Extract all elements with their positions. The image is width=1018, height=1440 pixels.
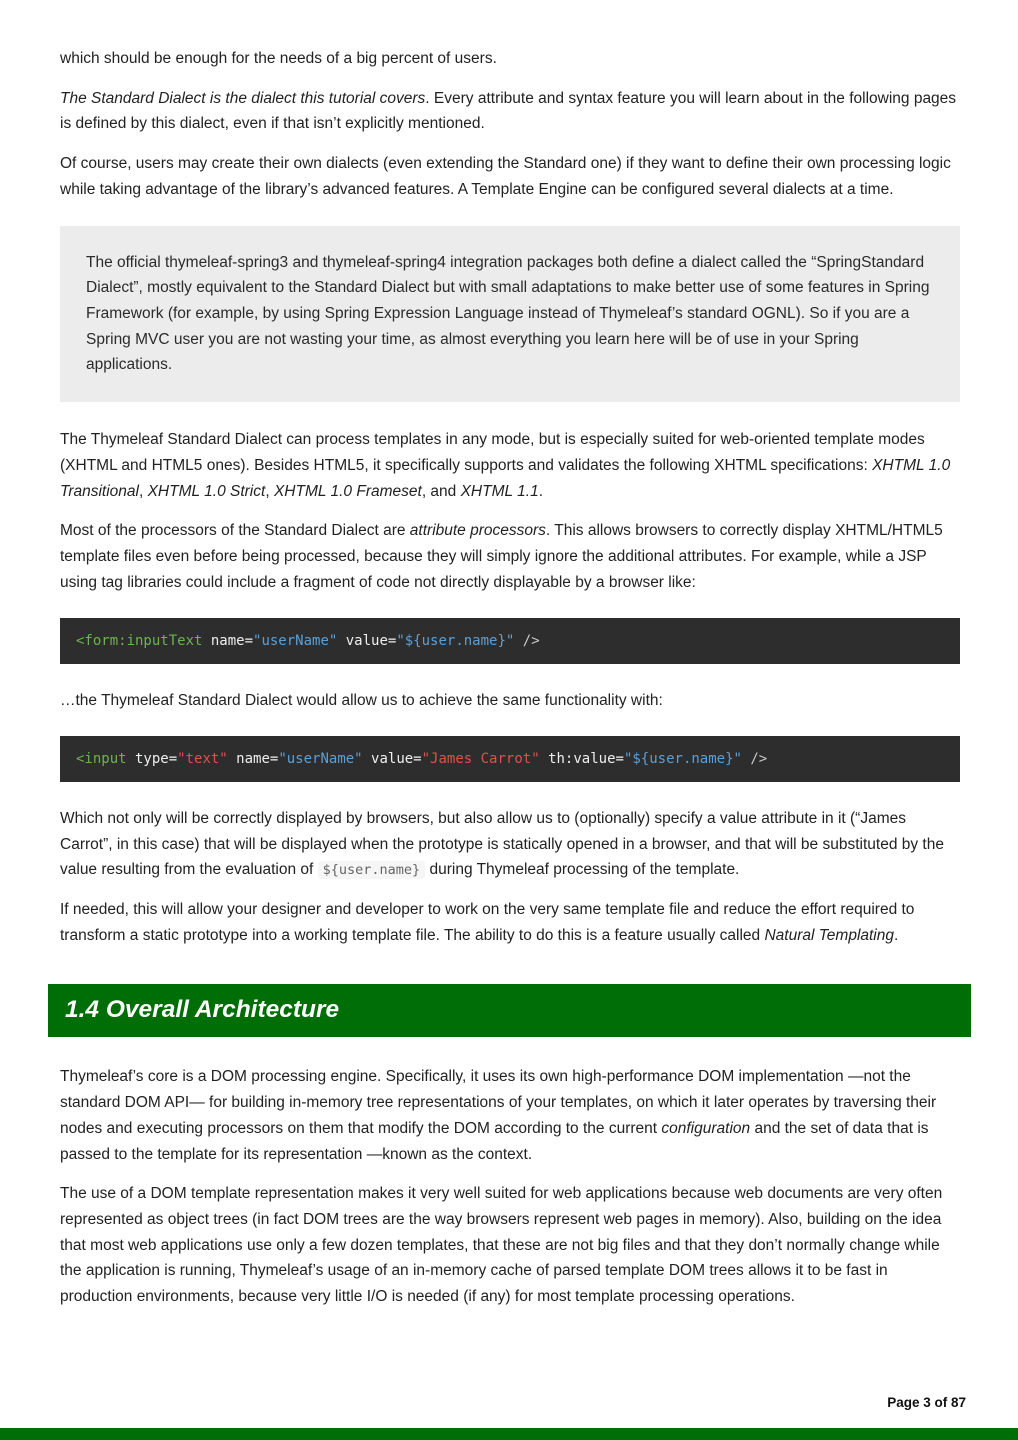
code-string-token: "userName" [278, 750, 363, 767]
inline-code-user-name: ${user.name} [318, 861, 426, 879]
code-token: th:value= [539, 750, 624, 767]
code-tag-token: <form:inputText [76, 632, 203, 649]
code-token: type= [126, 750, 178, 767]
text-segment: The use of a DOM template representation makes it very well suited for web applications because web documents are very often represented as object trees (in fact DOM trees are the way browsers represent web pages in memory). Also, building on the idea that most web applications use only a few dozen templates, that these are not big files and that they don’t normally change while the application is running, Thymeleaf’s usage of an in-memory cache of parsed template DOM trees allows it to be fast in production environments, because very little I/O is needed (if any) for most template processing operations. [60, 1185, 943, 1306]
emphasis-text: XHTML 1.0 Strict [147, 482, 266, 500]
text-segment: . [894, 926, 899, 944]
text-segment: . This allows browsers to correctly display XHTML/HTML5 template files even before being processed, because they will simply ignore the additional attributes. For example, while a JSP using tag libraries could include a fragment of code not directly displayable by a browser like: [60, 522, 943, 591]
text-segment: , [265, 482, 274, 500]
emphasis-text: attribute processors [409, 522, 546, 540]
code-block-jsp-example [60, 618, 960, 664]
emphasis-text: XHTML 1.0 Transitional [60, 456, 951, 500]
paragraph-dom-engine [60, 1064, 960, 1167]
text-segment: . [538, 482, 544, 500]
text-segment: …the Thymeleaf Standard Dialect would allow us to achieve the same functionality with: [60, 691, 663, 709]
callout-text: The official thymeleaf-spring3 and thymeleaf-spring4 integration packages both define a dialect called the “SpringStandard Dialect”, mostly equivalent to the Standard Dialect but with small adaptations to make better use of some features in Spring Framework (for example, by using Spring Expression Language instead of Thymeleaf’s standard OGNL). So if you are a Spring MVC user you are not wasting your time, as almost everything you learn here will be of use in your Spring applications. [86, 253, 930, 374]
code-token: value= [362, 750, 422, 767]
code-string-token: "${user.name}" [623, 750, 742, 767]
emphasis-text: Natural Templating [764, 926, 894, 944]
code-token: name= [202, 632, 254, 649]
text-segment: which should be enough for the needs of a big percent of users. [60, 50, 497, 67]
code-string-token: "text" [177, 750, 228, 767]
text-segment: Of course, users may create their own dialects (even extending the Standard one) if they want to define their own processing logic while taking advantage of the library’s advanced features. A Template Engine can be configured several dialects at a time. [60, 155, 951, 198]
paragraph-standard-dialect [60, 86, 960, 137]
section-heading-overall-architecture: 1.4 Overall Architecture [48, 984, 971, 1037]
paragraph-dom-representation [60, 1181, 960, 1310]
text-segment: Thymeleaf’s core is a DOM processing engine. Specifically, it uses its own high-performance DOM implementation —not the standard DOM API— for building in-memory tree representations of your templates, on which it later operates by traversing their nodes and executing processors on them that modify the DOM according to the current [60, 1068, 937, 1137]
footer-accent-bar [0, 1428, 1018, 1440]
emphasis-text: The Standard Dialect is the dialect this tutorial covers [60, 89, 426, 107]
text-segment: Which not only will be correctly displayed by browsers, but also allow us to (optionally) specify a value attribute in it (“James Carrot”, in this case) that will be displayed when the prototype is statically opened in a browser, and that will be substituted by the value resulting from the evaluation of [60, 809, 944, 879]
paragraph-xhtml-specs [60, 427, 960, 504]
code-tag-token: <input [76, 750, 127, 767]
text-segment: , [138, 482, 148, 500]
text-segment: , and [421, 482, 461, 500]
text-segment: and the set of data that is passed to the template for its representation —known as the context. [60, 1119, 929, 1163]
text-segment: during Thymeleaf processing of the template. [425, 861, 740, 879]
paragraph-attribute-processors [60, 518, 960, 595]
text-segment: If needed, this will allow your designer and developer to work on the very same template file and reduce the effort required to transform a static prototype into a working template file. The ability to do this is a feature usually called [60, 900, 915, 944]
emphasis-text: XHTML 1.1 [460, 482, 539, 500]
code-token: name= [227, 750, 279, 767]
code-token: value= [337, 632, 397, 649]
code-token: /> [514, 632, 540, 649]
paragraph-own-dialects [60, 151, 960, 202]
text-segment: . Every attribute and syntax feature you will learn about in the following pages is defined by this dialect, even if that isn’t explicitly mentioned. [60, 89, 957, 133]
code-string-token: "James Carrot" [421, 750, 540, 767]
paragraph-natural-templating [60, 897, 960, 948]
emphasis-text: configuration [661, 1119, 751, 1137]
code-string-token: "${user.name}" [396, 632, 515, 649]
page-number: Page 3 of 87 [887, 1395, 966, 1410]
code-string-token: "userName" [253, 632, 338, 649]
text-segment: The Thymeleaf Standard Dialect can process templates in any mode, but is especially suited for web-oriented template modes (XHTML and HTML5 ones). Besides HTML5, it specifically supports and validates the following XHTML specifications: [60, 431, 925, 474]
code-token: /> [741, 750, 768, 767]
callout-box-spring-note [60, 226, 960, 403]
paragraph-users-note [60, 46, 960, 72]
paragraph-same-functionality [60, 688, 960, 714]
paragraph-value-attribute [60, 806, 960, 883]
emphasis-text: XHTML 1.0 Frameset [273, 482, 422, 500]
text-segment: Most of the processors of the Standard Dialect are [60, 522, 410, 540]
code-block-thymeleaf-example [60, 736, 960, 782]
